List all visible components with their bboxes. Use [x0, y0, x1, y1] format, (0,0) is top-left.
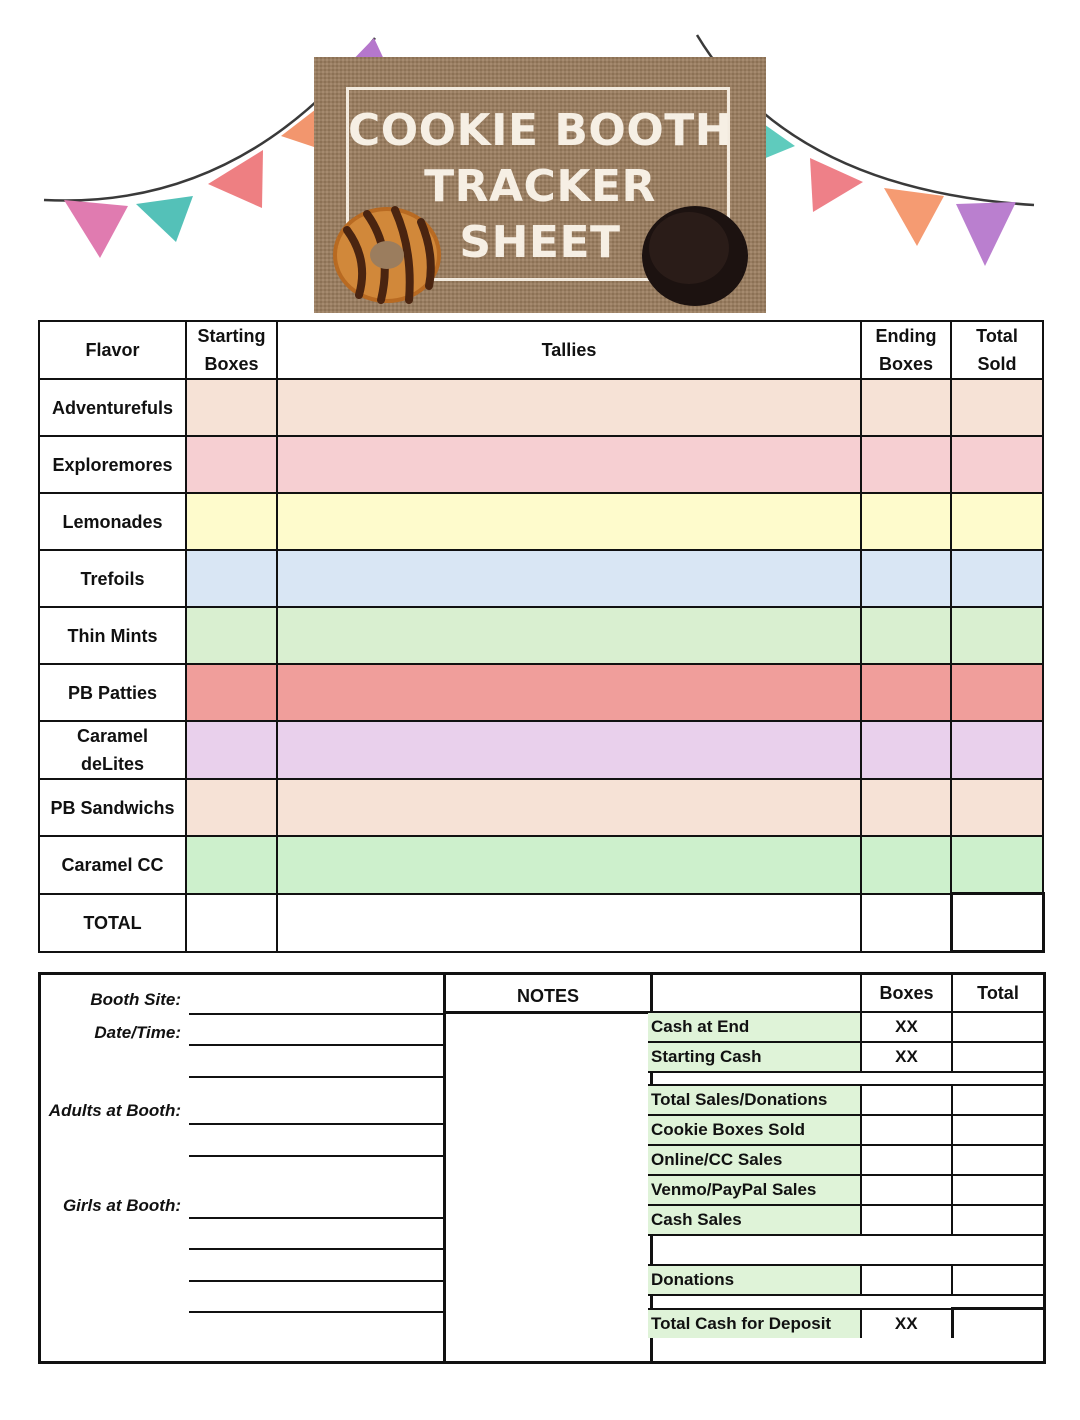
- online-cc-boxes[interactable]: [861, 1145, 952, 1175]
- cash-sales-total[interactable]: [952, 1205, 1043, 1235]
- ending-boxes-cell[interactable]: [861, 779, 951, 836]
- flavor-name-line: Caramel: [76, 726, 149, 746]
- flavor-row: [39, 721, 1043, 779]
- starting-boxes-cell[interactable]: [186, 721, 277, 779]
- tallies-cell[interactable]: [277, 493, 861, 550]
- flavor-name: [39, 550, 186, 607]
- cookie-boxes-sold-boxes[interactable]: [861, 1115, 952, 1145]
- girls-line-2[interactable]: [189, 1248, 443, 1250]
- total-sales-label: Total Sales/Donations: [648, 1085, 861, 1115]
- flavor-row: [39, 779, 1043, 836]
- starting-boxes-cell[interactable]: [186, 436, 277, 493]
- flavor-row: [39, 607, 1043, 664]
- venmo-paypal-label: Venmo/PayPal Sales: [648, 1175, 861, 1205]
- flavor-name-line: Thin Mints: [67, 625, 158, 646]
- tallies-cell[interactable]: [277, 436, 861, 493]
- cash-row: [648, 1205, 1043, 1235]
- total-sales-boxes[interactable]: [861, 1085, 952, 1115]
- booth-summary-section: [38, 972, 1046, 1364]
- cash-spacer-row: [648, 1235, 1043, 1265]
- tracker-table: [38, 320, 1045, 953]
- starting-boxes-cell[interactable]: [186, 607, 277, 664]
- sign-title-line-3: SHEET: [459, 217, 621, 268]
- adults-at-booth-label: Adults at Booth:: [48, 1101, 181, 1120]
- donations-label: Donations: [648, 1265, 861, 1295]
- boxes-header: Boxes: [861, 975, 952, 1012]
- total-row: [39, 894, 1043, 952]
- flavor-row: [39, 493, 1043, 550]
- flavor-row: [39, 379, 1043, 436]
- flavor-name: [39, 779, 186, 836]
- girls-line-3[interactable]: [189, 1280, 443, 1282]
- total-cash-deposit-total[interactable]: [952, 1309, 1043, 1339]
- total-sold-cell[interactable]: [951, 664, 1043, 721]
- cash-spacer: [648, 1072, 1043, 1085]
- total-sold-cell[interactable]: [951, 607, 1043, 664]
- cash-row: [648, 1085, 1043, 1115]
- flavor-name: [39, 836, 186, 894]
- booth-site-line[interactable]: [189, 1013, 443, 1015]
- tallies-header: Tallies: [277, 321, 861, 379]
- ending-boxes-header-line: Ending: [875, 326, 937, 346]
- flavor-name-line: Caramel CC: [61, 854, 164, 875]
- total-tallies-cell[interactable]: [277, 894, 861, 952]
- samoa-cookie-icon: [329, 200, 447, 308]
- cash-row: [648, 1145, 1043, 1175]
- ending-boxes-cell[interactable]: [861, 550, 951, 607]
- starting-cash-boxes: XX: [861, 1042, 952, 1072]
- total-sales-total[interactable]: [952, 1085, 1043, 1115]
- cash-spacer-row: [648, 1295, 1043, 1309]
- starting-boxes-cell[interactable]: [186, 836, 277, 894]
- girls-line-4[interactable]: [189, 1311, 443, 1313]
- table-header-row: [39, 321, 1043, 379]
- bunting-flag: [136, 196, 193, 242]
- flavor-row: [39, 436, 1043, 493]
- cash-at-end-total[interactable]: [952, 1012, 1043, 1042]
- tallies-cell[interactable]: [277, 664, 861, 721]
- starting-boxes-cell[interactable]: [186, 550, 277, 607]
- ending-boxes-cell[interactable]: [861, 721, 951, 779]
- flavor-name-line: PB Patties: [67, 682, 158, 703]
- starting-boxes-header-line: Boxes: [204, 354, 259, 374]
- cash-sales-label: Cash Sales: [648, 1205, 861, 1235]
- notes-title: NOTES: [446, 975, 650, 1014]
- total-ending-cell[interactable]: [861, 894, 951, 952]
- donations-boxes[interactable]: [861, 1265, 952, 1295]
- total-sold-cell[interactable]: [951, 721, 1043, 779]
- cookie-boxes-sold-total[interactable]: [952, 1115, 1043, 1145]
- total-sold-cell[interactable]: [951, 379, 1043, 436]
- bunting-flag: [64, 200, 128, 258]
- starting-boxes-cell[interactable]: [186, 379, 277, 436]
- online-cc-label: Online/CC Sales: [648, 1145, 861, 1175]
- total-cash-deposit-label: Total Cash for Deposit: [648, 1309, 861, 1339]
- ending-boxes-cell[interactable]: [861, 836, 951, 894]
- starting-boxes-header: [186, 321, 277, 379]
- tallies-cell[interactable]: [277, 550, 861, 607]
- online-cc-total[interactable]: [952, 1145, 1043, 1175]
- cash-spacer: [648, 1295, 1043, 1309]
- venmo-paypal-boxes[interactable]: [861, 1175, 952, 1205]
- tallies-cell[interactable]: [277, 721, 861, 779]
- cash-spacer: [648, 1235, 1043, 1265]
- total-sold-cell[interactable]: [951, 550, 1043, 607]
- ending-boxes-cell[interactable]: [861, 493, 951, 550]
- header-banner: [0, 0, 1080, 320]
- venmo-paypal-total[interactable]: [952, 1175, 1043, 1205]
- total-header: Total: [952, 975, 1043, 1012]
- starting-boxes-cell[interactable]: [186, 664, 277, 721]
- flavor-name-line: Trefoils: [80, 568, 145, 589]
- starting-boxes-cell[interactable]: [186, 779, 277, 836]
- thin-mint-cookie-icon: [639, 202, 751, 310]
- total-sold-header-line: Sold: [977, 354, 1017, 374]
- girls-line[interactable]: [189, 1217, 443, 1219]
- girls-at-booth-label: Girls at Booth:: [62, 1196, 181, 1215]
- sign-title-line-2: TRACKER: [424, 161, 656, 212]
- tallies-cell[interactable]: [277, 607, 861, 664]
- cash-header-row: [648, 975, 1043, 1012]
- ending-boxes-cell[interactable]: [861, 607, 951, 664]
- tallies-cell[interactable]: [277, 379, 861, 436]
- tallies-cell[interactable]: [277, 779, 861, 836]
- flavor-name: [39, 436, 186, 493]
- cash-row: [648, 1115, 1043, 1145]
- total-sold-cell[interactable]: [951, 779, 1043, 836]
- total-sold-header-line: Total: [976, 326, 1018, 346]
- total-sold-cell[interactable]: [951, 436, 1043, 493]
- cash-header-blank: [648, 975, 861, 1012]
- cash-table: [648, 975, 1043, 1338]
- bunting-flag: [884, 188, 944, 246]
- starting-boxes-cell[interactable]: [186, 493, 277, 550]
- donations-total[interactable]: [952, 1265, 1043, 1295]
- flavor-name-line: Adventurefuls: [51, 397, 174, 418]
- flavor-header: Flavor: [39, 321, 186, 379]
- cash-spacer-row: [648, 1072, 1043, 1085]
- notes-column: [443, 975, 653, 1361]
- flavor-row: [39, 836, 1043, 894]
- flavor-name: [39, 607, 186, 664]
- date-time-line-2[interactable]: [189, 1076, 443, 1078]
- total-label: TOTAL: [39, 894, 186, 952]
- cash-at-end-boxes: XX: [861, 1012, 952, 1042]
- flavor-name: [39, 493, 186, 550]
- total-cash-deposit-boxes: XX: [861, 1309, 952, 1339]
- notes-area[interactable]: [446, 1014, 650, 1361]
- bunting-flag: [956, 202, 1016, 266]
- flavor-row: [39, 550, 1043, 607]
- cash-row: [648, 1309, 1043, 1339]
- flavor-name-line: deLites: [80, 754, 145, 774]
- flavor-name-line: PB Sandwichs: [50, 797, 175, 818]
- ending-boxes-cell[interactable]: [861, 436, 951, 493]
- ending-boxes-header-line: Boxes: [878, 354, 934, 374]
- flavor-name: [39, 379, 186, 436]
- cash-row: [648, 1042, 1043, 1072]
- cash-at-end-label: Cash at End: [648, 1012, 861, 1042]
- flavor-name-line: Exploremores: [52, 454, 173, 475]
- date-time-label: Date/Time:: [94, 1023, 181, 1042]
- cash-row: [648, 1175, 1043, 1205]
- adults-line[interactable]: [189, 1123, 443, 1125]
- title-sign: [314, 57, 766, 313]
- total-sold-cell[interactable]: [951, 836, 1043, 894]
- flavor-name: [39, 721, 186, 779]
- flavor-row: [39, 664, 1043, 721]
- sign-title-line-1: COOKIE BOOTH: [347, 105, 733, 156]
- starting-cash-total[interactable]: [952, 1042, 1043, 1072]
- total-sold-cell[interactable]: [951, 493, 1043, 550]
- flavor-name: [39, 664, 186, 721]
- cookie-boxes-sold-label: Cookie Boxes Sold: [648, 1115, 861, 1145]
- cash-row: [648, 1265, 1043, 1295]
- ending-boxes-header: [861, 321, 951, 379]
- date-time-line[interactable]: [189, 1044, 443, 1046]
- tallies-cell[interactable]: [277, 836, 861, 894]
- total-sold-cell[interactable]: [951, 894, 1043, 952]
- flavor-name-line: Lemonades: [62, 511, 163, 532]
- booth-site-label: Booth Site:: [90, 990, 181, 1009]
- adults-line-2[interactable]: [189, 1155, 443, 1157]
- ending-boxes-cell[interactable]: [861, 664, 951, 721]
- starting-cash-label: Starting Cash: [648, 1042, 861, 1072]
- cash-sales-boxes[interactable]: [861, 1205, 952, 1235]
- total-sold-header: [951, 321, 1043, 379]
- ending-boxes-cell[interactable]: [861, 379, 951, 436]
- cash-row: [648, 1012, 1043, 1042]
- starting-boxes-header-line: Starting: [197, 326, 266, 346]
- total-starting-cell[interactable]: [186, 894, 277, 952]
